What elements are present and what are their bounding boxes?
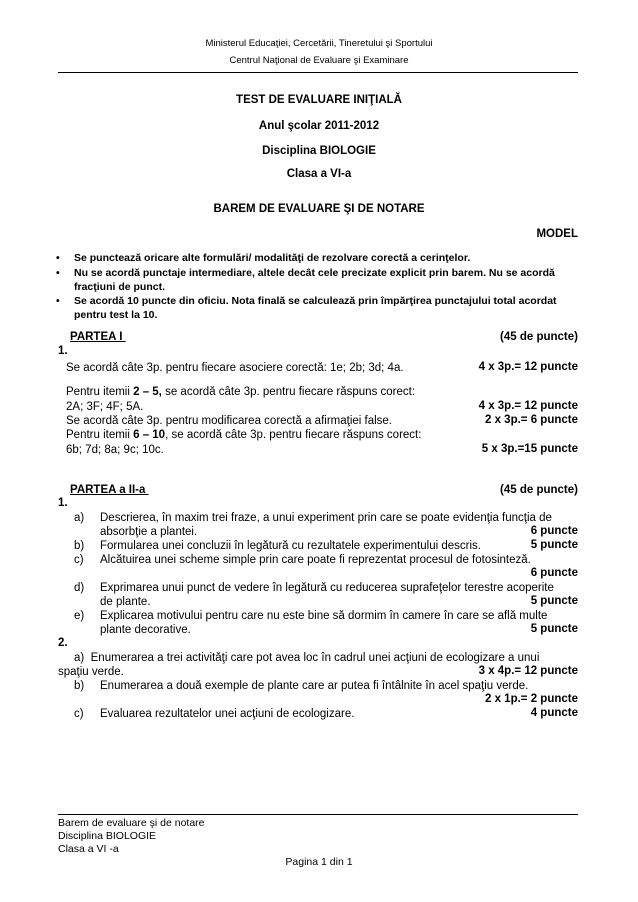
test-title: TEST DE EVALUARE INIŢIALĂ bbox=[236, 94, 402, 106]
part2-score-1e: 5 puncte bbox=[530, 623, 578, 635]
grade: Clasa a VI-a bbox=[286, 168, 352, 180]
part2-score-1d: 5 puncte bbox=[530, 595, 578, 607]
part1-line1: Se acordă câte 3p. pentru fiecare asociere corectă: 1e; 2b; 3d; 4a. bbox=[66, 362, 404, 374]
discipline: Disciplina BIOLOGIE bbox=[262, 145, 376, 157]
header-center: Centrul Naţional de Evaluare şi Examinare bbox=[229, 55, 409, 66]
header-ministry: Ministerul Educaţiei, Cercetării, Tineretului şi Sportului bbox=[205, 38, 433, 49]
rule-item: • Se acordă 10 puncte din oficiu. Nota finală se calculează prin împărţirea punctajului total acordat pentru test la 10. bbox=[56, 295, 557, 321]
part2-heading bbox=[66, 484, 578, 496]
part2-score-2a: 3 x 4p.= 12 puncte bbox=[478, 665, 578, 677]
part1-score3: 2 x 3p.= 6 puncte bbox=[485, 414, 578, 426]
school-year: Anul şcolar 2011-2012 bbox=[258, 120, 380, 132]
header-divider bbox=[58, 72, 578, 73]
part1-number: 1. bbox=[58, 345, 68, 357]
part2-item-1e: e) Explicarea motivului pentru care nu este bine să dormim în camere în care se află multe plante decorative. bbox=[74, 610, 548, 636]
barem-title: BAREM DE EVALUARE ŞI DE NOTARE bbox=[213, 203, 425, 215]
part1-line2b: 2A; 3F; 4F; 5A. bbox=[66, 401, 144, 413]
part2-item-1b: b) Formularea unei concluzii în legătură cu rezultatele experimentului descris. bbox=[74, 540, 481, 552]
model-label: MODEL bbox=[536, 228, 578, 240]
part1-line4b: 6b; 7d; 8a; 9c; 10c. bbox=[66, 444, 164, 456]
footer-divider bbox=[58, 814, 578, 815]
part2-item-1d: d) Exprimarea unui punct de vedere în legătură cu reducerea suprafeţelor terestre acoperite de plante. bbox=[74, 582, 554, 608]
part2-item-2a: a) Enumerarea a trei activităţi care pot avea loc în cadrul unei acţiuni de ecologizare a unui bbox=[74, 652, 540, 664]
part2-score-1a: 6 puncte bbox=[530, 525, 578, 537]
part2-number-1: 1. bbox=[58, 497, 68, 509]
page-number: Pagina 1 din 1 bbox=[285, 856, 353, 868]
part1-heading bbox=[66, 331, 578, 343]
footer-info: Barem de evaluare şi de notare Disciplina BIOLOGIE Clasa a VI -a bbox=[58, 817, 205, 855]
part2-item-2c: c) Evaluarea rezultatelor unei acţiuni de ecologizare. bbox=[74, 708, 355, 720]
part2-title: PARTEA a II-a bbox=[70, 484, 146, 496]
part2-score-1b: 5 puncte bbox=[530, 539, 578, 551]
rule-item: • Se punctează oricare alte formulări/ modalităţi de rezolvare corectă a cerinţelor. bbox=[56, 252, 471, 264]
part1-line3: Se acordă câte 3p. pentru modificarea corectă a afirmaţiei false. bbox=[66, 415, 393, 427]
part2-score-2b: 2 x 1p.= 2 puncte bbox=[485, 693, 578, 705]
part1-score4: 5 x 3p.=15 puncte bbox=[481, 443, 578, 455]
part2-points: (45 de puncte) bbox=[500, 484, 578, 496]
part2-item-2b: b) Enumerarea a două exemple de plante care ar putea fi întâlnite în acel spaţiu verde. bbox=[74, 680, 529, 692]
part1-title: PARTEA I bbox=[70, 331, 123, 343]
part1-score2: 4 x 3p.= 12 puncte bbox=[478, 400, 578, 412]
part2-score-1c: 6 puncte bbox=[530, 567, 578, 579]
part2-item-1a: a) Descrierea, în maxim trei fraze, a unui experiment prin care se poate evidenţia funcţia de absorbţie a plantei. bbox=[74, 512, 552, 538]
part1-points: (45 de puncte) bbox=[500, 331, 578, 343]
part2-item-1c: c) Alcătuirea unei scheme simple prin care poate fi reprezentat procesul de fotosinteză. bbox=[74, 554, 531, 566]
part1-line4a: Pentru itemii 6 – 10, se acordă câte 3p. pentru fiecare răspuns corect: bbox=[66, 429, 422, 441]
part1-line2a: Pentru itemii 2 – 5, se acordă câte 3p. pentru fiecare răspuns corect: bbox=[66, 386, 416, 398]
part1-score1: 4 x 3p.= 12 puncte bbox=[478, 361, 578, 373]
rule-item: • Nu se acordă punctaje intermediare, altele decât cele precizate explicit prin barem. Nu se acordă fracţiuni de punct. bbox=[56, 267, 555, 293]
part2-item-2a-cont: spaţiu verde. bbox=[58, 666, 124, 678]
part2-number-2: 2. bbox=[58, 637, 68, 649]
part2-score-2c: 4 puncte bbox=[530, 707, 578, 719]
